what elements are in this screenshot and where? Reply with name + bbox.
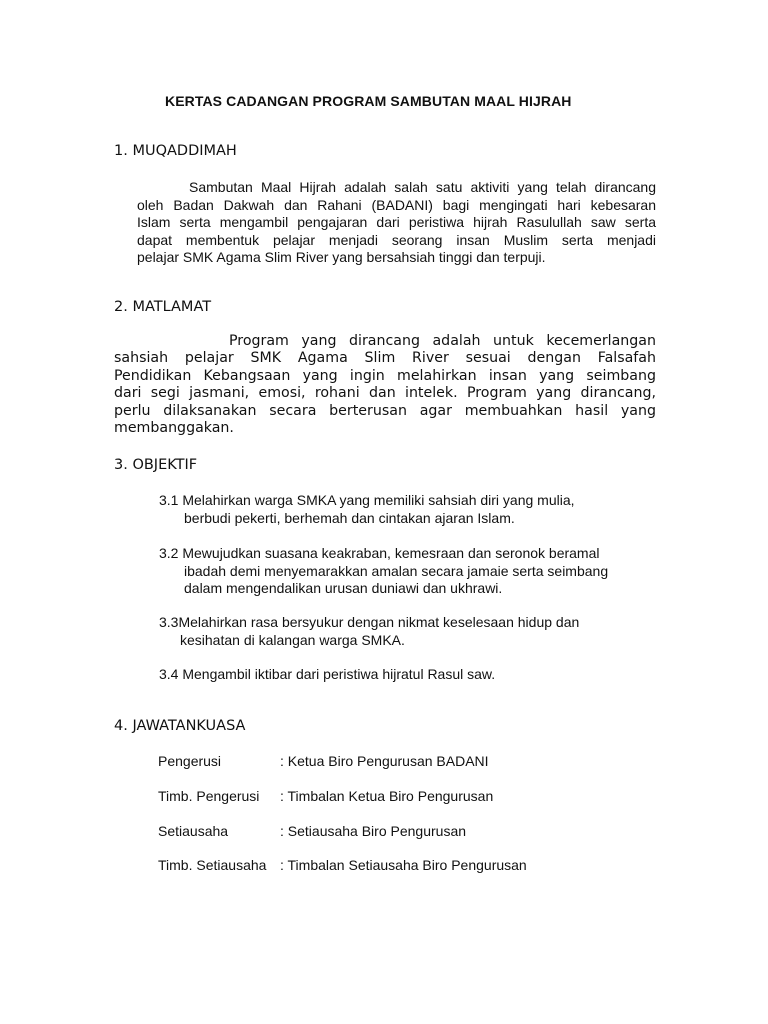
objective-line: 3.2 Mewujudkan suasana keakraban, kemesraan dan seronok beramal	[159, 545, 600, 561]
paragraph-line: sahsiah pelajar SMK Agama Slim River sesuai dengan Falsafah	[114, 350, 656, 367]
committee-role-label: Pengerusi	[158, 753, 222, 769]
paragraph-matlamat	[114, 333, 656, 437]
committee-role-value: : Timbalan Setiausaha Biro Pengurusan	[280, 857, 527, 873]
objective-item-3-4	[159, 666, 495, 684]
objective-line: 3.4 Mengambil iktibar dari peristiwa hijratul Rasul saw.	[159, 666, 496, 682]
committee-role-label: Setiausaha	[158, 823, 229, 839]
paragraph-line: perlu dilaksanakan secara berterusan agar membuahkan hasil yang	[114, 402, 656, 419]
paragraph-line: dari segi jasmani, emosi, rohani dan intelek. Program yang dirancang,	[114, 385, 656, 402]
committee-role-value: : Ketua Biro Pengurusan BADANI	[280, 753, 489, 769]
paragraph-line: membanggakan.	[114, 420, 234, 437]
objective-line: kesihatan di kalangan warga SMKA.	[180, 631, 405, 648]
objective-line: dalam mengendalikan urusan duniawi dan ukhrawi.	[184, 580, 503, 597]
objective-line: berbudi pekerti, berhemah dan cintakan ajaran Islam.	[184, 509, 515, 526]
section-heading-matlamat: 2. MATLAMAT	[114, 299, 212, 315]
committee-row-timb-pengerusi	[158, 788, 493, 804]
paragraph-line: Program yang dirancang adalah untuk kecemerlangan	[229, 333, 656, 349]
paragraph-line: Islam serta mengambil pengajaran dari peristiwa hijrah Rasulullah saw serta	[137, 214, 656, 231]
paragraph-line: Pendidikan Kebangsaan yang ingin melahirkan insan yang seimbang	[114, 367, 656, 384]
committee-role-value: : Setiausaha Biro Pengurusan	[280, 823, 467, 839]
paragraph-line: pelajar SMK Agama Slim River yang bersahsiah tinggi dan terpuji.	[137, 249, 546, 266]
objective-line: 3.1 Melahirkan warga SMKA yang memiliki sahsiah diri yang mulia,	[159, 492, 575, 508]
section-heading-jawatankuasa: 4. JAWATANKUASA	[114, 718, 246, 734]
paragraph-line: Sambutan Maal Hijrah adalah salah satu aktiviti yang telah dirancang	[189, 179, 656, 195]
paragraph-line: dapat membentuk pelajar menjadi seorang insan Muslim serta menjadi	[137, 231, 656, 248]
committee-role-label: Timb. Setiausaha	[158, 857, 267, 873]
committee-role-value: : Timbalan Ketua Biro Pengurusan	[280, 788, 494, 804]
committee-row-pengerusi	[158, 753, 489, 769]
committee-role-label: Timb. Pengerusi	[158, 788, 260, 804]
objective-line: ibadah demi menyemarakkan amalan secara jamaie serta seimbang	[184, 562, 609, 579]
section-heading-objektif: 3. OBJEKTIF	[114, 457, 198, 473]
objective-item-3-1	[159, 492, 575, 527]
document-title: KERTAS CADANGAN PROGRAM SAMBUTAN MAAL HIJRAH	[165, 93, 572, 109]
section-heading-muqaddimah: 1. MUQADDIMAH	[114, 143, 237, 159]
objective-item-3-3	[159, 614, 579, 649]
objective-item-3-2	[159, 545, 608, 598]
paragraph-line: oleh Badan Dakwah dan Rahani (BADANI) bagi mengingati hari kebesaran	[137, 196, 656, 213]
paragraph-muqaddimah	[137, 179, 656, 267]
committee-row-timb-setiausaha	[158, 857, 527, 873]
committee-row-setiausaha	[158, 823, 466, 839]
objective-line: 3.3Melahirkan rasa bersyukur dengan nikmat keselesaan hidup dan	[159, 614, 580, 630]
